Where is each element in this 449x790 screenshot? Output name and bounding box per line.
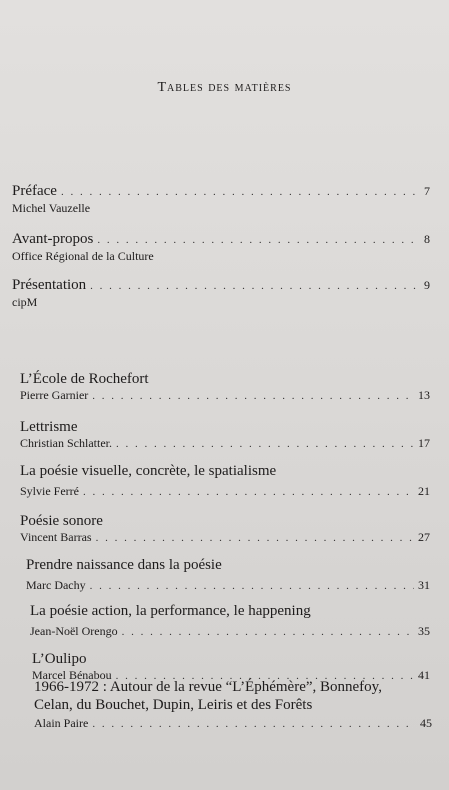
toc-entry-chapter-2 [20,418,430,452]
entry-heading: Poésie sonore [20,513,103,529]
entry-heading: Prendre naissance dans la poésie [26,557,222,573]
leader-dots [90,579,414,594]
leader-dots [92,717,416,732]
leader-dots [61,183,420,201]
page-number: 27 [418,530,430,544]
page-number: 7 [424,184,430,198]
entry-heading: L’École de Rochefort [20,371,149,387]
page-number: 13 [418,388,430,402]
leader-dots [92,389,414,404]
toc-entry-chapter-8 [34,678,432,732]
toc-entry-preface [12,182,430,216]
toc-entry-chapter-1 [20,370,430,404]
entry-author: Marcel Bénabou [32,668,112,682]
page-number: 41 [418,668,430,682]
entry-heading: L’Oulipo [32,651,87,667]
page-number: 8 [424,232,430,246]
entry-heading: Avant-propos [12,231,94,247]
toc-entry-chapter-5 [26,556,430,594]
entry-author: cipM [12,295,38,309]
toc-entry-chapter-4 [20,512,430,546]
entry-author: Office Régional de la Culture [12,249,154,263]
page-title: Tables des matières [157,80,292,95]
entry-author: Vincent Barras [20,530,92,544]
entry-heading: La poésie action, la performance, le happening [30,603,311,619]
page-number: 9 [424,278,430,292]
page-number: 17 [418,436,430,450]
leader-dots [96,531,414,546]
leader-dots [97,231,420,249]
page-number: 45 [420,716,432,730]
page-number: 21 [418,484,430,498]
entry-author: Sylvie Ferré [20,484,79,498]
entry-heading: Lettrisme [20,419,78,435]
entry-heading-line-2: Celan, du Bouchet, Dupin, Leiris et des Forêts [34,697,313,713]
entry-author: Marc Dachy [26,578,86,592]
leader-dots [83,485,414,500]
toc-entry-avant-propos [12,230,430,264]
entry-author: Michel Vauzelle [12,201,91,215]
page-number: 35 [418,624,430,638]
leader-dots [90,277,420,295]
entry-author: Alain Paire [34,716,89,730]
entry-author: Jean-Noël Orengo [30,624,118,638]
page-number: 31 [418,578,430,592]
toc-entry-chapter-6 [30,602,430,640]
toc-entry-chapter-3 [20,462,430,500]
entry-author: Christian Schlatter. [20,436,112,450]
leader-dots [116,437,414,452]
entry-author: Pierre Garnier [20,388,89,402]
entry-heading-line-1: 1966-1972 : Autour de la revue “L’Éphémère”, Bonnefoy, [34,679,382,695]
entry-heading: Présentation [12,277,87,293]
leader-dots [122,625,414,640]
entry-heading: Préface [12,183,57,199]
toc-entry-presentation [12,276,430,310]
entry-heading: La poésie visuelle, concrète, le spatialisme [20,463,277,479]
